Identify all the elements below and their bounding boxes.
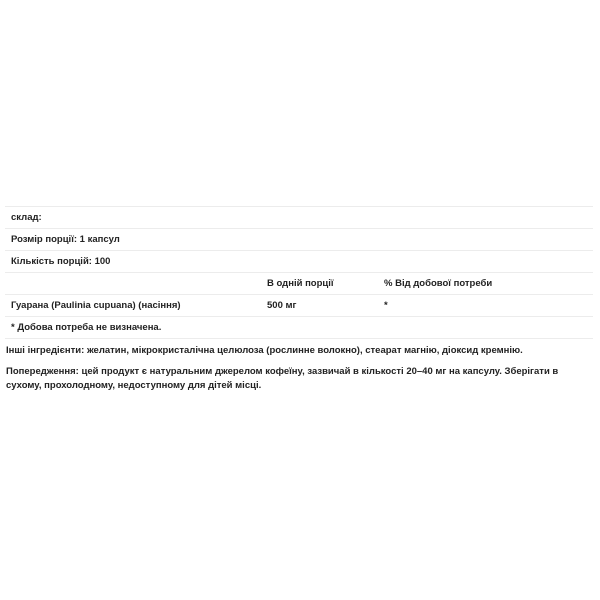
servings-count: Кількість порцій: 100 — [11, 256, 111, 267]
facts-title: склад: — [11, 212, 42, 223]
ingredient-daily-value: * — [384, 300, 388, 311]
facts-title-row — [5, 207, 593, 229]
other-ingredients: Інші інгредієнти: желатин, мікрокристалічна целюлоза (рослинне волокно), стеарат магнію, діоксид кремнію. — [6, 345, 523, 356]
table-header-row — [5, 273, 593, 295]
serving-size: Розмір порції: 1 капсул — [11, 234, 120, 245]
warning-text: Попередження: цей продукт є натуральним джерелом кофеїну, зазвичай в кількості 20–40 мг на капсулу. Зберігати в сухому, прохолодному, недоступному для дітей місці. — [6, 366, 559, 391]
supplement-facts-table — [5, 206, 593, 339]
footnote: * Добова потреба не визначена. — [11, 322, 162, 333]
footnote-row — [5, 317, 593, 339]
header-per-serving: В одній порції — [267, 278, 334, 289]
ingredient-name: Гуарана (Paulinia cupuana) (насіння) — [11, 300, 181, 311]
table-row — [5, 295, 593, 317]
header-daily-value: % Від добової потреби — [384, 278, 493, 289]
serving-size-row — [5, 229, 593, 251]
ingredient-amount: 500 мг — [267, 300, 297, 311]
servings-count-row — [5, 251, 593, 273]
